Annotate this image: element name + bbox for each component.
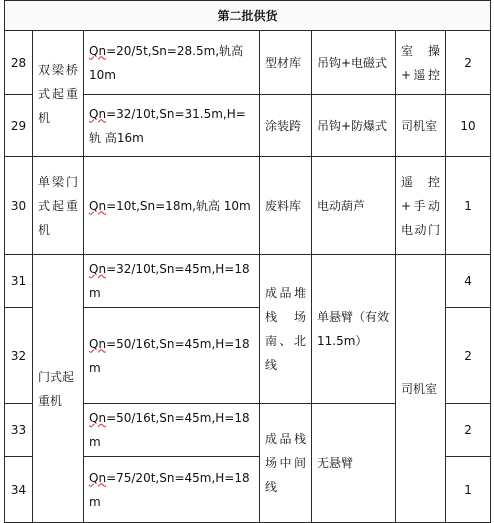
row-number: 30 [5,157,33,255]
hook-type-cell: 吊钩+防爆式 [312,95,396,157]
qn-symbol: Qn [89,198,107,213]
control-mode-cell: 室操+遥控 [396,31,446,95]
parameters-text: =20/5t,Sn=28.5m,轨高 10m [89,43,244,82]
parameters-text: =32/10t,Sn=31.5m,H= 轨 高16m [89,106,246,145]
quantity-cell: 1 [446,457,491,523]
qn-symbol: Qn [89,43,107,58]
parameters-cell [84,457,260,523]
location-cell: 型材库 [260,31,312,95]
parameters-text: =50/16t,Sn=45m,H=18m [89,411,250,449]
quantity-cell: 2 [446,31,491,95]
parameters-text: =75/20t,Sn=45m,H=18m [89,470,250,509]
control-mode-cell: 司机室 [396,95,446,157]
table-row [5,31,491,95]
equipment-name-cell: 双梁桥式起重机 [33,31,84,157]
location-cell: 废料库 [260,157,312,255]
location-cell: 成品堆栈 场南、北线 [260,255,312,404]
parameters-cell [84,157,260,255]
location-cell: 成品栈场中间线 [260,404,312,523]
parameters-cell [84,95,260,157]
hook-type-cell: 无悬臂 [312,404,396,523]
table-row [5,255,491,308]
parameters-text: =50/16t,Sn=45m,H=18m [89,336,250,375]
parameters-cell [84,31,260,95]
crane-spec-table [4,0,491,523]
control-mode-cell: 司机室 [396,255,446,523]
quantity-cell: 1 [446,157,491,255]
qn-symbol: Qn [89,106,107,121]
batch-heading: 第二批供货 [5,1,491,31]
row-number: 32 [5,308,33,404]
table-row [5,157,491,255]
equipment-name-cell: 单梁门式起重机 [33,157,84,255]
parameters-cell [84,255,260,308]
row-number: 29 [5,95,33,157]
qn-symbol: Qn [89,411,107,425]
qn-symbol: Qn [89,262,107,276]
quantity-cell: 2 [446,308,491,404]
row-number: 31 [5,255,33,308]
table-header-row [5,1,491,31]
parameters-cell [84,404,260,457]
parameters-cell [84,308,260,404]
hook-type-cell: 吊钩+电磁式 [312,31,396,95]
row-number: 34 [5,457,33,523]
qn-symbol: Qn [89,336,107,351]
quantity-cell: 2 [446,404,491,457]
parameters-text: =10t,Sn=18m,轨高 10m [106,198,251,213]
location-cell: 涂装跨 [260,95,312,157]
equipment-name-cell: 门式起重机 [33,255,84,523]
row-number: 28 [5,31,33,95]
control-mode-cell: 遥控+手动电动门 [396,157,446,255]
row-number: 33 [5,404,33,457]
qn-symbol: Qn [89,470,107,485]
hook-type-cell: 单悬臂（有效11.5m） [312,255,396,404]
quantity-cell: 10 [446,95,491,157]
parameters-text: =32/10t,Sn=45m,H=18m [89,262,250,300]
hook-type-cell: 电动葫芦 [312,157,396,255]
quantity-cell: 4 [446,255,491,308]
